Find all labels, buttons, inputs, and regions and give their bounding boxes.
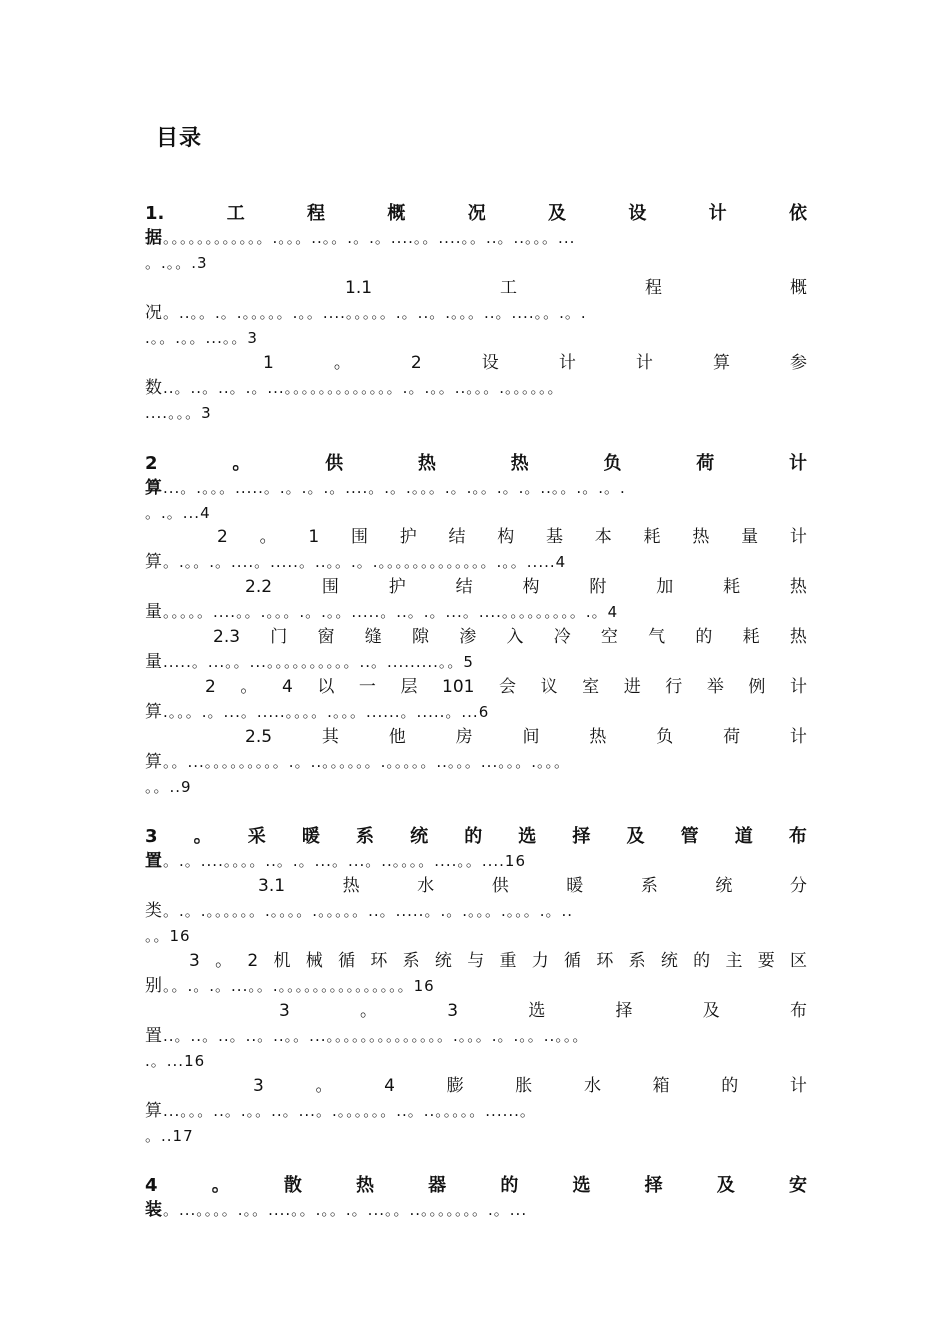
toc-heading-token: 选 <box>528 1001 546 1021</box>
toc-heading-token: 系 <box>355 826 374 847</box>
toc-entry-leader[interactable] <box>145 376 807 401</box>
toc-heading-token: 2.5 <box>245 727 273 747</box>
toc-heading-token: 选 <box>518 826 537 847</box>
toc-leader-dots-page: 。。16 <box>145 927 191 945</box>
toc-heading-token: 的 <box>693 951 711 971</box>
toc-heading-token: 围 <box>321 577 339 597</box>
toc-heading-token: 4 <box>145 1175 158 1196</box>
toc-heading-token: 护 <box>399 527 417 547</box>
toc-leader-dots: 。。...。。。。。。。。。.。..。。。。。。.。。。。。..。。。...。。。.。。。 <box>163 753 570 771</box>
toc-heading-token: 会 <box>499 677 517 697</box>
toc-heading-token: 的 <box>695 627 713 647</box>
toc-heading-token: 3.1 <box>258 876 286 896</box>
toc-heading-token: 室 <box>582 677 600 697</box>
toc-heading-token: 门 <box>270 627 288 647</box>
toc-leader-dots-page: ....。。。3 <box>145 404 212 422</box>
toc-heading-token: 以 <box>317 677 335 697</box>
toc-heading-token: 算 <box>712 353 730 373</box>
toc-entry-leader[interactable] <box>145 226 807 251</box>
toc-heading-token: 缝 <box>364 627 382 647</box>
toc-leader-dots: 。...。。。。.。。....。。.。。.。...。。..。。。。。。。.。... <box>163 1201 528 1219</box>
toc-heading-token: 箱 <box>652 1076 670 1096</box>
toc-heading-token: 2 <box>247 951 259 971</box>
toc-heading-token: 循 <box>564 951 582 971</box>
toc-heading-token: 胀 <box>515 1076 533 1096</box>
toc-heading-token: 统 <box>434 951 452 971</box>
toc-heading-token: 入 <box>506 627 524 647</box>
toc-leader-dots: 。..。。.。.。。。。。.。。....。。。。。.。..。.。。。..。....。。.。. <box>163 304 587 322</box>
toc-heading-token: 房 <box>455 727 473 747</box>
toc-heading-token: 热 <box>342 876 360 896</box>
toc-heading-token: 2 <box>217 527 228 547</box>
toc-leader-dots-page: 。.。...4 <box>145 504 211 522</box>
toc-leader-dots: 。.。.。。。。。。.。。。。.。。。。。..。.....。.。.。。。.。。。.。.. <box>163 902 574 920</box>
toc-leader-dots: 。。。。。....。。.。。。.。.。。.....。..。.。...。....。。。。。。。。。.。4 <box>163 603 619 621</box>
toc-heading-token: 力 <box>531 951 549 971</box>
toc-heading-token: 耗 <box>643 527 661 547</box>
toc-leader-dots-page: .。。.。。...。。3 <box>145 329 258 347</box>
toc-heading-token: 设 <box>481 353 499 373</box>
toc-leader-dots: 。.。。.。....。.....。..。。.。.。。。。。。。。。。。。。.。。.....4 <box>163 553 567 571</box>
toc-entry-page-ref[interactable] <box>145 1124 807 1149</box>
toc-heading-token: 。 <box>315 1076 333 1096</box>
toc-heading-token: 计 <box>708 203 727 224</box>
toc-heading-token: 空 <box>600 627 618 647</box>
toc-entry-page-ref[interactable] <box>145 775 807 800</box>
toc-entry-page-ref[interactable] <box>145 326 807 351</box>
toc-entry-heading[interactable] <box>145 351 807 376</box>
toc-heading-token: 工 <box>500 278 518 298</box>
toc-entry-page-ref[interactable] <box>145 924 807 949</box>
toc-entry-heading[interactable] <box>145 625 807 650</box>
toc-heading-token: 进 <box>623 677 641 697</box>
toc-heading-token: 渗 <box>459 627 477 647</box>
toc-heading-token: 101 <box>442 677 475 697</box>
toc-leader-start: 量 <box>145 602 163 622</box>
toc-heading-token: 暖 <box>566 876 584 896</box>
toc-entry-heading[interactable] <box>145 451 807 476</box>
toc-leader-start: 数 <box>145 378 163 398</box>
toc-entry-heading[interactable] <box>145 675 807 700</box>
toc-leader-start: 算 <box>145 1101 163 1121</box>
toc-leader-dots-page: 。.。。.3 <box>145 254 208 272</box>
toc-leader-start: 况 <box>145 303 163 323</box>
toc-heading-token: 结 <box>455 577 473 597</box>
toc-heading-token: 统 <box>715 876 733 896</box>
toc-heading-token: 暖 <box>301 826 320 847</box>
toc-heading-token: 热 <box>692 527 710 547</box>
toc-heading-token: 负 <box>603 453 622 474</box>
toc-entry-heading[interactable] <box>145 874 807 899</box>
toc-entry-leader[interactable] <box>145 974 807 999</box>
toc-heading-token: 加 <box>656 577 674 597</box>
toc-heading-token: 参 <box>789 353 807 373</box>
toc-heading-token: 。 <box>193 826 212 847</box>
toc-heading-token: 布 <box>788 826 807 847</box>
toc-heading-token: 环 <box>370 951 388 971</box>
toc-entry-leader[interactable] <box>145 550 807 575</box>
toc-leader-dots: ...。.。。。.....。.。.。.。....。.。.。。。.。.。。.。.。..。。.。.。. <box>163 479 626 497</box>
toc-entry-leader[interactable] <box>145 1024 807 1049</box>
toc-heading-token: 与 <box>467 951 485 971</box>
toc-heading-token: 行 <box>665 677 683 697</box>
toc-leader-dots: ..。..。..。..。..。。...。。。。。。。。。。。。。。.。。。.。.。。..。。。 <box>163 1027 589 1045</box>
toc-heading-token: 区 <box>790 951 807 971</box>
toc-heading-token: 2 <box>205 677 216 697</box>
toc-heading-token: 1 <box>308 527 320 547</box>
toc-leader-start: 算 <box>145 552 163 572</box>
toc-heading-token: 间 <box>522 727 540 747</box>
toc-heading-token: 冷 <box>553 627 571 647</box>
toc-heading-token: 道 <box>734 826 753 847</box>
toc-entry-leader[interactable] <box>145 700 807 725</box>
toc-heading-token: 3 <box>189 951 200 971</box>
toc-entry-heading[interactable] <box>145 1074 807 1099</box>
toc-heading-token: 。 <box>215 951 233 971</box>
toc-heading-token: 程 <box>307 203 326 224</box>
toc-heading-token: 及 <box>626 826 645 847</box>
toc-heading-token: 计 <box>635 353 653 373</box>
toc-entry-heading[interactable] <box>145 999 807 1024</box>
toc-heading-token: 水 <box>583 1076 601 1096</box>
toc-heading-token: 布 <box>789 1001 807 1021</box>
toc-heading-token: 3 <box>145 826 158 847</box>
toc-heading-token: 计 <box>789 453 807 474</box>
toc-heading-token: 4 <box>281 677 293 697</box>
toc-heading-token: 他 <box>388 727 406 747</box>
toc-heading-token: 供 <box>491 876 509 896</box>
toc-heading-token: 3 <box>279 1001 290 1021</box>
toc-heading-token: 统 <box>660 951 678 971</box>
toc-heading-token: 负 <box>656 727 674 747</box>
toc-entry-page-ref[interactable] <box>145 401 807 426</box>
toc-entry-leader[interactable] <box>145 476 807 501</box>
toc-heading-token: 及 <box>548 203 567 224</box>
toc-heading-token: 荷 <box>723 727 741 747</box>
toc-heading-token: 安 <box>788 1175 807 1196</box>
toc-heading-token: 概 <box>387 203 406 224</box>
toc-heading-token: 计 <box>789 1076 807 1096</box>
toc-heading-token: 程 <box>645 278 663 298</box>
toc-entry-leader[interactable] <box>145 650 807 675</box>
toc-heading-token: 。 <box>240 677 258 697</box>
toc-heading-token: 依 <box>789 203 807 224</box>
toc-heading-token: 主 <box>725 951 743 971</box>
toc-heading-token: 热 <box>789 577 807 597</box>
toc-entry-heading[interactable] <box>145 725 807 750</box>
toc-heading-token: 气 <box>648 627 666 647</box>
toc-heading-token: 重 <box>499 951 517 971</box>
toc-entry-heading[interactable] <box>145 201 807 226</box>
toc-heading-token: 量 <box>741 527 759 547</box>
toc-heading-token: 耗 <box>723 577 741 597</box>
toc-heading-token: 一 <box>358 677 376 697</box>
toc-entry-leader[interactable] <box>145 849 807 874</box>
toc-heading-token: 基 <box>546 527 564 547</box>
toc-heading-token: 的 <box>500 1175 519 1196</box>
toc-leader-dots: 。.。....。。。。..。.。...。...。..。。。。....。。....16 <box>163 852 527 870</box>
toc-entry-leader[interactable] <box>145 899 807 924</box>
toc-heading-token: 荷 <box>696 453 715 474</box>
toc-leader-dots-page: .。...16 <box>145 1052 206 1070</box>
toc-heading-token: 及 <box>716 1175 735 1196</box>
toc-leader-dots-page: 。..17 <box>145 1127 194 1145</box>
toc-heading-token: 。 <box>360 1001 378 1021</box>
toc-heading-token: 统 <box>410 826 429 847</box>
toc-entry-leader[interactable] <box>145 600 807 625</box>
toc-leader-dots: ..。..。..。.。...。。。。。。。。。。。。。.。.。。..。。。.。。。。。。 <box>163 379 564 397</box>
toc-heading-token: 及 <box>702 1001 720 1021</box>
toc-heading-token: 窗 <box>317 627 335 647</box>
toc-heading-token: 。 <box>211 1175 230 1196</box>
toc-heading-token: 系 <box>402 951 420 971</box>
toc-leader-dots-page: 。。..9 <box>145 778 192 796</box>
toc-heading-token: 4 <box>384 1076 395 1096</box>
toc-leader-start: 算 <box>145 702 163 722</box>
toc-heading-token: 分 <box>789 876 807 896</box>
toc-heading-token: 择 <box>615 1001 633 1021</box>
toc-heading-token: 供 <box>325 453 344 474</box>
toc-heading-token: 况 <box>467 203 486 224</box>
toc-heading-token: 结 <box>448 527 466 547</box>
toc-heading-token: 机 <box>273 951 291 971</box>
toc-heading-token: 膨 <box>446 1076 464 1096</box>
toc-entry-heading[interactable] <box>145 575 807 600</box>
toc-leader-start: 算 <box>145 752 163 772</box>
toc-entry-leader[interactable] <box>145 1198 807 1223</box>
toc-leader-start: 类 <box>145 901 163 921</box>
toc-heading-token: 议 <box>540 677 558 697</box>
toc-heading-token: 择 <box>572 826 591 847</box>
toc-heading-token: 围 <box>350 527 368 547</box>
toc-leader-start: 置 <box>145 1026 163 1046</box>
toc-heading-token: 热 <box>510 453 529 474</box>
toc-heading-token: 隙 <box>411 627 429 647</box>
toc-heading-token: 计 <box>789 527 807 547</box>
toc-leader-dots: .。。。.。...。.....。。。。.。。。......。.....。...6 <box>163 703 490 721</box>
toc-heading-token: 选 <box>572 1175 591 1196</box>
toc-heading-token: 计 <box>789 727 807 747</box>
toc-entry-leader[interactable] <box>145 1099 807 1124</box>
toc-entry-page-ref[interactable] <box>145 501 807 526</box>
toc-heading-token: 热 <box>589 727 607 747</box>
toc-entry-page-ref[interactable] <box>145 251 807 276</box>
toc-heading-token: 械 <box>305 951 323 971</box>
toc-entry-heading[interactable] <box>145 276 807 301</box>
toc-heading-token: 。 <box>259 527 277 547</box>
toc-heading-token: 器 <box>428 1175 447 1196</box>
toc-entry-leader[interactable] <box>145 750 807 775</box>
toc-entry-heading[interactable] <box>145 525 807 550</box>
toc-heading-token: 的 <box>721 1076 739 1096</box>
toc-heading-token: 要 <box>757 951 775 971</box>
toc-heading-token: 设 <box>628 203 647 224</box>
toc-heading-token: 计 <box>558 353 576 373</box>
toc-title: 目录 <box>156 126 203 151</box>
toc-heading-token: 例 <box>748 677 766 697</box>
toc-heading-token: 计 <box>789 677 807 697</box>
toc-entry-leader[interactable] <box>145 301 807 326</box>
toc-entry-page-ref[interactable] <box>145 1049 807 1074</box>
toc-heading-token: 2.2 <box>245 577 273 597</box>
toc-heading-token: 。 <box>232 453 251 474</box>
toc-leader-start: 别 <box>145 976 163 996</box>
toc-heading-token: 构 <box>497 527 515 547</box>
toc-heading-token: 环 <box>596 951 614 971</box>
toc-entry-heading[interactable] <box>145 949 807 974</box>
toc-heading-token: 其 <box>321 727 339 747</box>
toc-heading-token: 2.3 <box>213 627 241 647</box>
toc-heading-token: 循 <box>338 951 356 971</box>
toc-heading-token: 的 <box>464 826 483 847</box>
toc-heading-token: 2 <box>410 353 422 373</box>
toc-heading-token: 概 <box>790 278 807 298</box>
toc-leader-dots: 。。.。.。...。。.。。。。。。。。。。。。。。。16 <box>163 977 435 995</box>
toc-leader-start: 置 <box>145 851 163 871</box>
toc-heading-token: 附 <box>589 577 607 597</box>
toc-entry-heading[interactable] <box>145 824 807 849</box>
toc-heading-token: 采 <box>247 826 266 847</box>
toc-heading-token: 系 <box>628 951 646 971</box>
toc-leader-start: 量 <box>145 652 163 672</box>
toc-heading-token: 层 <box>400 677 418 697</box>
toc-heading-token: 1.1 <box>345 278 373 298</box>
toc-heading-token: 1. <box>145 203 165 224</box>
toc-heading-token: 水 <box>417 876 435 896</box>
toc-entry-heading[interactable] <box>145 1173 807 1198</box>
toc-heading-token: 2 <box>145 453 158 474</box>
toc-leader-dots: .....。...。。...。。。。。。。。。。..。.........。。5 <box>163 653 474 671</box>
toc-heading-token: 热 <box>789 627 807 647</box>
toc-heading-token: 。 <box>333 353 351 373</box>
toc-leader-dots: 。。。。。。。。。。。。.。。。..。。.。.。....。。....。。..。..。。。... <box>163 229 576 247</box>
toc-leader-start: 据 <box>145 228 163 248</box>
toc-heading-token: 3 <box>253 1076 264 1096</box>
toc-heading-token: 择 <box>644 1175 663 1196</box>
toc-heading-token: 工 <box>226 203 245 224</box>
toc-heading-token: 3 <box>447 1001 459 1021</box>
toc-heading-token: 热 <box>417 453 436 474</box>
toc-heading-token: 护 <box>388 577 406 597</box>
toc-heading-token: 散 <box>283 1175 302 1196</box>
toc-leader-dots: ...。。。..。.。。..。...。.。。。。。。..。..。。。。。......。 <box>163 1102 536 1120</box>
toc-heading-token: 耗 <box>742 627 760 647</box>
toc-heading-token: 1 <box>263 353 274 373</box>
toc-heading-token: 构 <box>522 577 540 597</box>
toc-heading-token: 热 <box>356 1175 374 1196</box>
toc-leader-start: 算 <box>145 478 163 498</box>
toc-heading-token: 本 <box>594 527 612 547</box>
toc-heading-token: 举 <box>706 677 724 697</box>
toc-heading-token: 管 <box>680 826 699 847</box>
toc-heading-token: 系 <box>640 876 658 896</box>
toc-leader-start: 装 <box>145 1200 163 1220</box>
